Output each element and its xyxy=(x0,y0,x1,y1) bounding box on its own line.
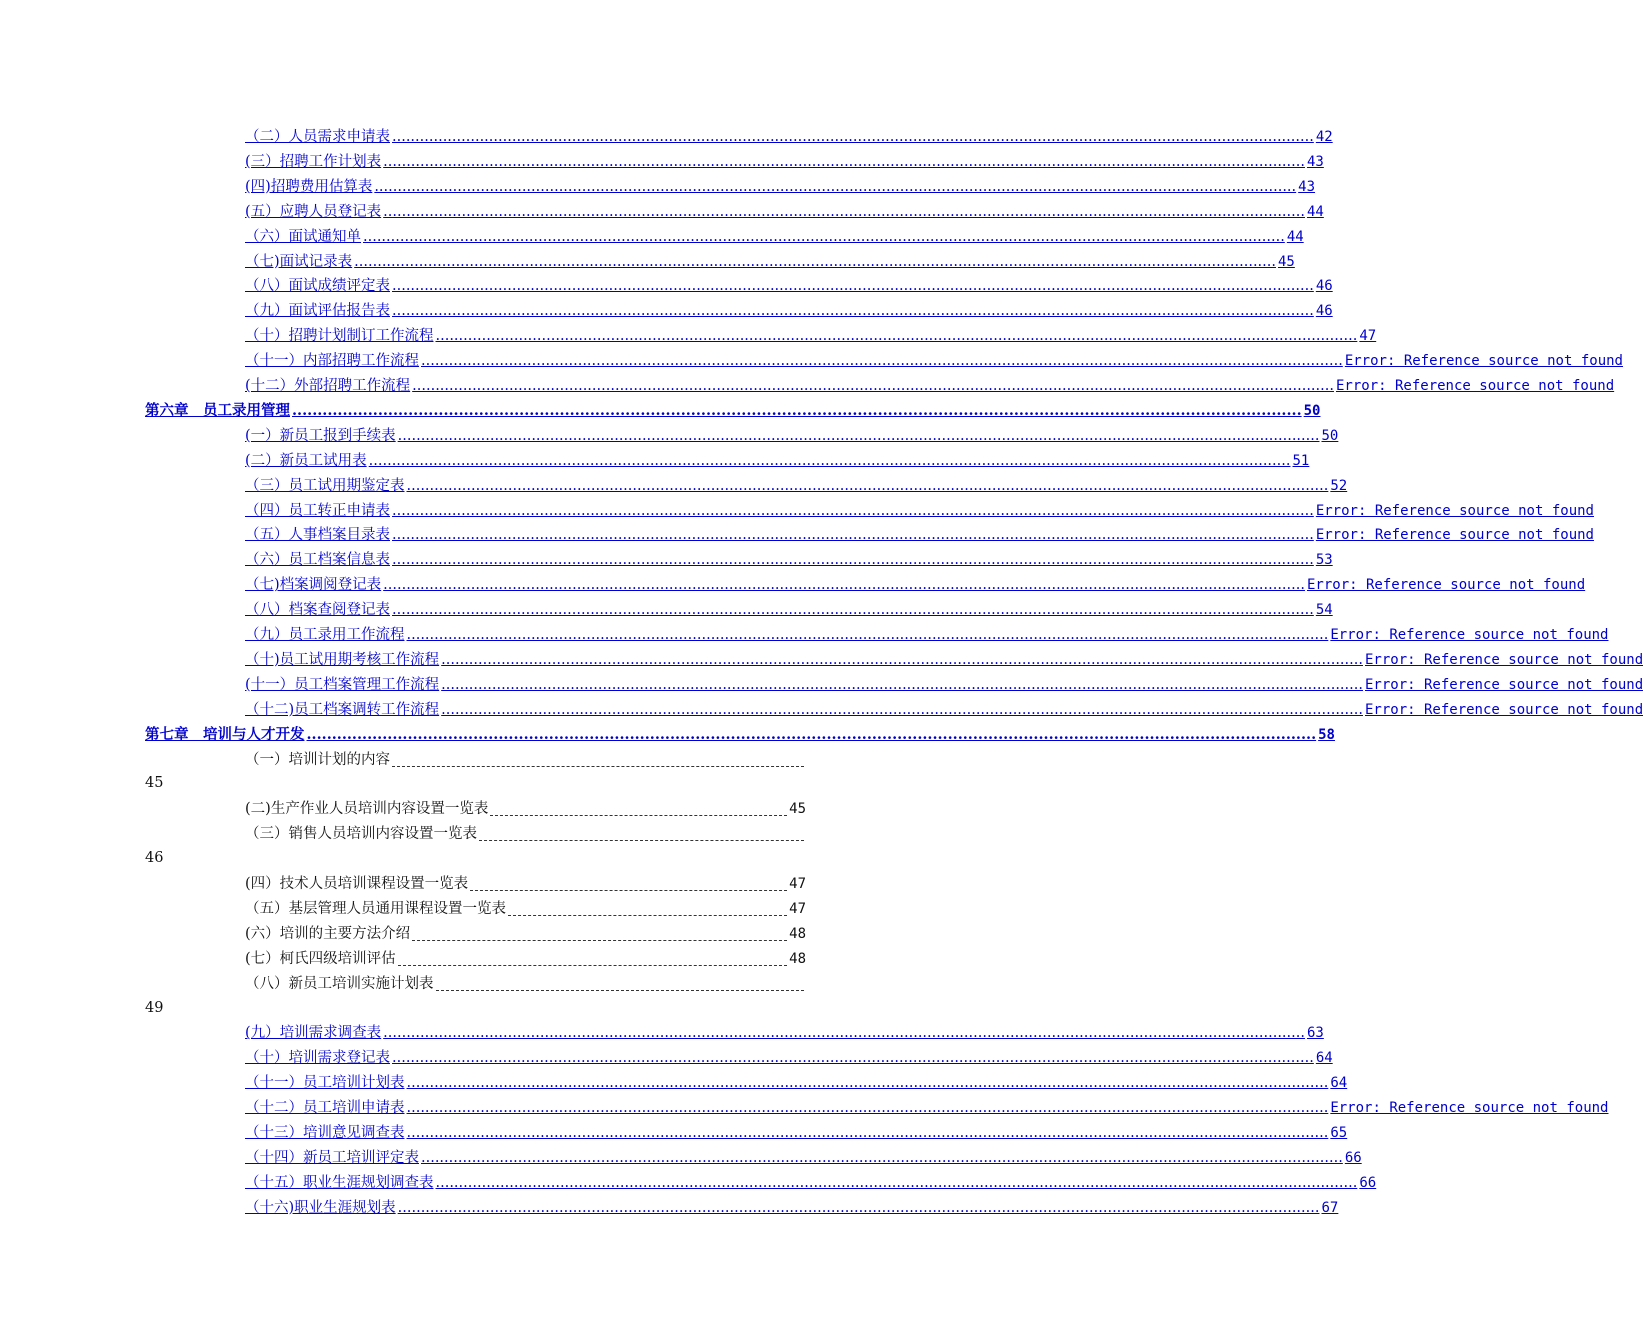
toc-entry[interactable] xyxy=(245,300,1333,322)
toc-leader xyxy=(479,828,804,841)
toc-entry-title: (七）柯氏四级培训评估 xyxy=(245,950,396,967)
toc-entry-title: (三）招聘工作计划表 xyxy=(245,153,382,170)
toc-leader: ........................................................................................................................................................................................................ xyxy=(383,153,1305,170)
toc-entry-title: (十一）员工档案管理工作流程 xyxy=(245,676,440,693)
toc-entry[interactable] xyxy=(245,524,1594,546)
toc-entry-title: （十）培训需求登记表 xyxy=(245,1050,390,1067)
toc-page-number: Error: Reference source not found xyxy=(1315,527,1594,544)
toc-entry[interactable] xyxy=(245,475,1348,497)
toc-leader: ........................................................................................................................................................................................................ xyxy=(397,427,1320,444)
toc-leader: ........................................................................................................................................................................................................ xyxy=(383,1025,1305,1042)
toc-entry[interactable] xyxy=(245,201,1324,223)
toc-page-number: Error: Reference source not found xyxy=(1335,378,1615,394)
toc-entry[interactable] xyxy=(245,1047,1333,1069)
toc-leader: ........................................................................................................................................................................................................ xyxy=(392,527,1314,544)
toc-page-number: 50 xyxy=(1303,402,1321,419)
toc-entry-title: （十二）员工培训申请表 xyxy=(245,1100,405,1117)
toc-page-number: 45 xyxy=(145,775,164,792)
toc-leader: ........................................................................................................................................................................................................ xyxy=(421,1149,1343,1166)
toc-entry[interactable] xyxy=(245,375,1615,397)
toc-entry[interactable] xyxy=(245,699,1643,721)
toc-entry xyxy=(245,873,806,895)
toc-leader: ........................................................................................................................................................................................................ xyxy=(363,228,1285,245)
toc-entry-title: （十）招聘计划制订工作流程 xyxy=(245,328,434,345)
toc-leader: ........................................................................................................................................................................................................ xyxy=(392,502,1314,519)
toc-leader xyxy=(508,903,787,916)
toc-page-number: 64 xyxy=(1330,1075,1348,1092)
toc-leader: ........................................................................................................................................................................................................ xyxy=(392,1050,1314,1067)
toc-entry xyxy=(245,923,806,945)
toc-page-number: 65 xyxy=(1330,1125,1348,1141)
toc-leader: ........................................................................................................................................................................................................ xyxy=(397,1199,1320,1216)
toc-page-number: 47 xyxy=(789,900,806,917)
toc-entry-title: (一）新员工报到手续表 xyxy=(245,427,396,444)
toc-entry xyxy=(245,798,806,820)
toc-entry[interactable] xyxy=(245,500,1594,522)
toc-leader: ........................................................................................................................................................................................................ xyxy=(383,577,1305,594)
toc-entry-title: 第六章 员工录用管理 xyxy=(145,401,290,419)
toc-leader: ........................................................................................................................................................................................................ xyxy=(392,129,1314,145)
toc-leader: ........................................................................................................................................................................................................ xyxy=(435,328,1358,345)
toc-page-number: 66 xyxy=(1344,1149,1362,1166)
toc-page-number: 63 xyxy=(1306,1025,1324,1042)
toc-leader: ........................................................................................................................................................................................................ xyxy=(406,627,1329,643)
toc-entry-title: （一）培训计划的内容 xyxy=(245,751,390,768)
toc-entry xyxy=(245,898,806,920)
toc-entry-title: （六）面试通知单 xyxy=(245,228,361,245)
toc-page-number: 46 xyxy=(145,850,164,867)
toc-entry-title: （四）员工转正申请表 xyxy=(245,502,390,519)
toc-page-number: 47 xyxy=(1359,328,1377,345)
toc-leader: ........................................................................................................................................................................................................ xyxy=(383,203,1305,220)
toc-leader: ........................................................................................................................................................................................................ xyxy=(392,278,1314,295)
toc-page-number: Error: Reference source not found xyxy=(1364,676,1643,693)
toc-page-number: 67 xyxy=(1321,1199,1339,1216)
toc-entry-title: （二）人员需求申请表 xyxy=(245,129,390,145)
toc-page-number: 44 xyxy=(1286,228,1304,245)
toc-entry-title: （八）新员工培训实施计划表 xyxy=(245,975,434,992)
toc-page-number: 66 xyxy=(1359,1174,1377,1191)
toc-leader: ........................................................................................................................................................................................................ xyxy=(406,1100,1329,1117)
toc-entry-title: (四)招聘费用估算表 xyxy=(245,178,373,195)
toc-page-number: 50 xyxy=(1321,427,1339,444)
toc-entry[interactable] xyxy=(245,1097,1609,1119)
toc-leader: ........................................................................................................................................................................................................ xyxy=(441,676,1363,693)
toc-entry xyxy=(245,749,806,771)
toc-entry-title: （十)员工试用期考核工作流程 xyxy=(245,651,440,668)
toc-page-number: Error: Reference source not found xyxy=(1315,502,1594,519)
toc-page-number: 64 xyxy=(1315,1050,1333,1067)
toc-entry-title: （七)档案调阅登记表 xyxy=(245,577,382,594)
toc-page-number: 52 xyxy=(1330,477,1348,494)
toc-leader: ........................................................................................................................................................................................................ xyxy=(374,178,1297,195)
toc-page-number: 47 xyxy=(789,876,806,892)
toc-leader: ........................................................................................................................................................................................................ xyxy=(368,452,1291,469)
toc-entry[interactable] xyxy=(245,1022,1324,1044)
toc-page-number: 45 xyxy=(789,801,806,818)
toc-entry[interactable] xyxy=(245,674,1643,696)
toc-entry-title: (十二）外部招聘工作流程 xyxy=(245,378,411,394)
toc-entry[interactable] xyxy=(245,176,1316,198)
toc-page-number: 42 xyxy=(1315,129,1333,145)
toc-entry-title: （八）面试成绩评定表 xyxy=(245,278,390,295)
toc-entry[interactable] xyxy=(245,1122,1348,1144)
toc-entry-title: （十三）培训意见调查表 xyxy=(245,1125,405,1141)
toc-entry-title: (六）培训的主要方法介绍 xyxy=(245,925,411,942)
toc-page-number: 45 xyxy=(1278,253,1295,270)
toc-entry[interactable] xyxy=(245,450,1310,472)
toc-entry-title: （三）员工试用期鉴定表 xyxy=(245,477,405,494)
toc-entry[interactable] xyxy=(245,649,1643,671)
toc-page-number: 48 xyxy=(789,925,806,942)
toc-entry[interactable] xyxy=(245,126,1333,148)
toc-entry xyxy=(245,973,806,995)
toc-leader: ........................................................................................................................................................................................................ xyxy=(392,552,1314,569)
toc-entry-title: （十六)职业生涯规划表 xyxy=(245,1199,396,1216)
toc-page-number: 43 xyxy=(1306,153,1324,170)
toc-entry[interactable] xyxy=(245,1172,1377,1194)
toc-entry xyxy=(245,948,806,970)
toc-entry-title: (九）培训需求调查表 xyxy=(245,1025,382,1042)
toc-leader: ........................................................................................................................................................................................................ xyxy=(292,401,1302,419)
toc-entry-title: （十五）职业生涯规划调查表 xyxy=(245,1174,434,1191)
toc-leader xyxy=(470,878,787,891)
toc-leader xyxy=(490,803,787,816)
toc-page-number: 51 xyxy=(1292,452,1310,469)
toc-leader: ........................................................................................................................................................................................................ xyxy=(392,303,1314,320)
toc-page-number: 48 xyxy=(789,950,806,967)
toc-page-number: Error: Reference source not found xyxy=(1306,577,1586,594)
toc-entry[interactable] xyxy=(245,1072,1348,1094)
toc-entry[interactable] xyxy=(245,350,1623,372)
toc-leader xyxy=(398,953,787,966)
toc-leader: ........................................................................................................................................................................................................ xyxy=(392,602,1314,619)
toc-entry-title: （七)面试记录表 xyxy=(245,253,353,270)
toc-entry-title: （八）档案查阅登记表 xyxy=(245,602,390,619)
toc-entry[interactable] xyxy=(245,1147,1362,1169)
toc-page-number: 44 xyxy=(1306,203,1324,220)
toc-page-number: 46 xyxy=(1315,303,1333,320)
toc-leader xyxy=(436,978,805,991)
toc-entry[interactable] xyxy=(245,549,1333,571)
toc-entry[interactable] xyxy=(245,624,1609,646)
toc-entry-title: 第七章 培训与人才开发 xyxy=(145,725,305,743)
toc-leader: ........................................................................................................................................................................................................ xyxy=(441,701,1363,718)
toc-entry[interactable] xyxy=(245,1197,1339,1219)
toc-page-number: Error: Reference source not found xyxy=(1364,701,1643,718)
toc-entry-title: （九）员工录用工作流程 xyxy=(245,627,405,643)
toc-entry-title: （十一）员工培训计划表 xyxy=(245,1075,405,1092)
toc-page-number: Error: Reference source not found xyxy=(1330,627,1609,643)
toc-entry-title: （十四）新员工培训评定表 xyxy=(245,1149,419,1166)
toc-entry[interactable] xyxy=(245,574,1586,596)
toc-page-number: 46 xyxy=(1315,278,1333,295)
toc-page-number: 43 xyxy=(1298,178,1316,195)
toc-chapter-entry[interactable] xyxy=(145,400,1321,422)
toc-leader: ........................................................................................................................................................................................................ xyxy=(306,725,1317,743)
toc-entry-title: （十一）内部招聘工作流程 xyxy=(245,353,419,370)
toc-entry[interactable] xyxy=(245,251,1295,273)
toc-leader: ........................................................................................................................................................................................................ xyxy=(435,1174,1358,1191)
toc-entry-title: (二)生产作业人员培训内容设置一览表 xyxy=(245,801,489,818)
toc-page-number: 53 xyxy=(1315,552,1333,569)
toc-page-number: 54 xyxy=(1315,602,1333,619)
toc-leader: ........................................................................................................................................................................................................ xyxy=(441,651,1363,668)
toc-leader: ........................................................................................................................................................................................................ xyxy=(406,477,1329,494)
toc-page-number: Error: Reference source not found xyxy=(1330,1100,1609,1117)
toc-entry[interactable] xyxy=(245,425,1339,447)
toc-leader: ........................................................................................................................................................................................................ xyxy=(412,378,1334,394)
toc-entry-title: （五）基层管理人员通用课程设置一览表 xyxy=(245,900,506,917)
toc-entry[interactable] xyxy=(245,226,1304,248)
toc-leader xyxy=(412,928,787,941)
toc-entry[interactable] xyxy=(245,599,1333,621)
toc-entry-title: （六）员工档案信息表 xyxy=(245,552,390,569)
toc-entry[interactable] xyxy=(245,325,1377,347)
toc-leader: ........................................................................................................................................................................................................ xyxy=(354,253,1276,270)
toc-entry-title: (四）技术人员培训课程设置一览表 xyxy=(245,876,469,892)
toc-entry[interactable] xyxy=(245,151,1324,173)
toc-page-number: Error: Reference source not found xyxy=(1344,353,1623,370)
toc-entry-title: （九）面试评估报告表 xyxy=(245,303,390,320)
toc-leader: ........................................................................................................................................................................................................ xyxy=(421,353,1343,370)
toc-entry-title: （十二)员工档案调转工作流程 xyxy=(245,701,440,718)
toc-entry-title: (五）应聘人员登记表 xyxy=(245,203,382,220)
toc-page-number: Error: Reference source not found xyxy=(1364,651,1643,668)
toc-entry-title: (二）新员工试用表 xyxy=(245,452,367,469)
toc-leader: ........................................................................................................................................................................................................ xyxy=(406,1075,1329,1092)
toc-page-number: 58 xyxy=(1318,726,1335,743)
toc-chapter-entry[interactable] xyxy=(145,724,1335,746)
toc-entry-title: （五）人事档案目录表 xyxy=(245,527,390,544)
toc-entry-title: （三）销售人员培训内容设置一览表 xyxy=(245,826,477,843)
toc-leader xyxy=(392,754,804,767)
toc-page-number: 49 xyxy=(145,999,164,1016)
toc-leader: ........................................................................................................................................................................................................ xyxy=(406,1125,1329,1141)
toc-entry xyxy=(245,823,806,845)
toc-entry[interactable] xyxy=(245,275,1333,297)
